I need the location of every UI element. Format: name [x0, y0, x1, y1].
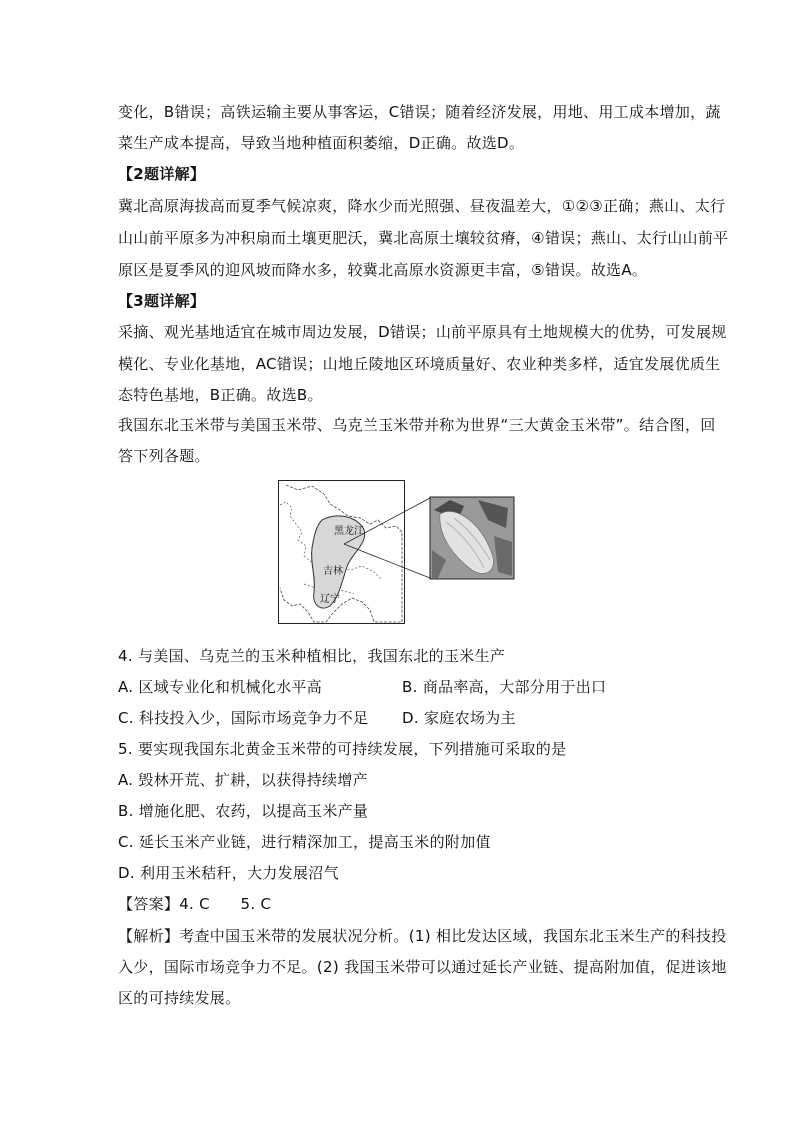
text-line: 菜生产成本提高，导致当地种植面积萎缩，D正确。故选D。: [118, 134, 525, 152]
text-line: 冀北高原海拔高而夏季气候凉爽，降水少而光照强、昼夜温差大，①②③正确；燕山、太行: [118, 197, 726, 215]
analysis-line: 【解析】考查中国玉米带的发展状况分析。(1) 相比发达区域，我国东北玉米生产的科技投: [118, 927, 727, 945]
question-4-option-c: C. 科技投入少，国际市场竞争力不足: [118, 709, 369, 727]
text-line: 山山前平原多为冲积扇而土壤更肥沃，冀北高原土壤较贫瘠，④错误；燕山、太行山山前平: [118, 229, 729, 247]
text-line: 模化、专业化基地，AC错误；山地丘陵地区环境质量好、农业种类多样，适宜发展优质生: [118, 355, 721, 373]
answer-line: 【答案】4. C 5. C: [118, 895, 272, 913]
label-heilongjiang: 黑龙江: [334, 526, 364, 537]
question-4-option-b: B. 商品率高，大部分用于出口: [402, 678, 607, 696]
text-line: 态特色基地，B正确。故选B。: [118, 386, 323, 404]
text-line: 采摘、观光基地适宜在城市周边发展，D错误；山前平原具有土地规模大的优势，可发展规: [118, 323, 727, 341]
section-heading: 【3题详解】: [118, 292, 206, 310]
question-4-option-a: A. 区域专业化和机械化水平高: [118, 678, 323, 696]
question-4-option-d: D. 家庭农场为主: [402, 709, 516, 727]
question-5-stem: 5. 要实现我国东北黄金玉米带的可持续发展，下列措施可采取的是: [118, 740, 567, 758]
label-liaoning: 辽宁: [320, 594, 340, 605]
question-5-option-a: A. 毁林开荒、扩耕，以获得持续增产: [118, 771, 368, 789]
text-line: 我国东北玉米带与美国玉米带、乌克兰玉米带并称为世界“三大黄金玉米带”。结合图，回: [118, 416, 716, 434]
text-line: 变化，B错误；高铁运输主要从事客运，C错误；随着经济发展，用地、用工成本增加，蔬: [118, 103, 721, 121]
question-5-option-d: D. 利用玉米秸秆，大力发展沼气: [118, 864, 339, 882]
text-line: 答下列各题。: [118, 447, 210, 465]
label-jilin: 吉林: [323, 566, 343, 577]
analysis-line: 区的可持续发展。: [118, 989, 241, 1007]
question-5-option-b: B. 增施化肥、农药，以提高玉米产量: [118, 802, 369, 820]
section-heading: 【2题详解】: [118, 165, 206, 183]
question-4-stem: 4. 与美国、乌克兰的玉米种植相比，我国东北的玉米生产: [118, 647, 506, 665]
question-5-option-c: C. 延长玉米产业链，进行精深加工，提高玉米的附加值: [118, 833, 491, 851]
analysis-line: 入少，国际市场竞争力不足。(2) 我国玉米带可以通过延长产业链、提高附加值，促进该地: [118, 958, 727, 976]
corn-belt-map-figure: [278, 480, 518, 625]
text-line: 原区是夏季风的迎风坡而降水多，较冀北高原水资源更丰富，⑤错误。故选A。: [118, 261, 648, 279]
